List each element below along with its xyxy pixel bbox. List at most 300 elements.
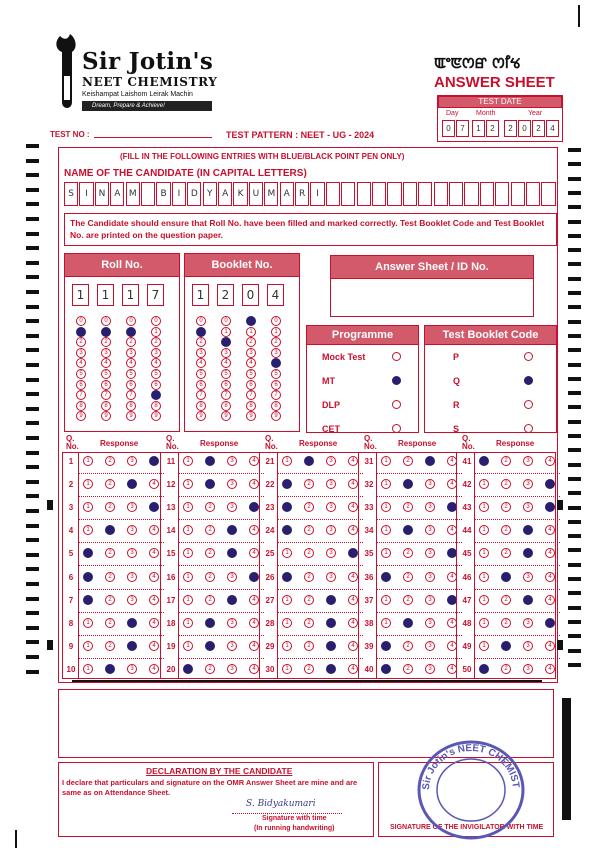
digit-box[interactable]: 2 xyxy=(217,284,234,306)
answer-bubble[interactable] xyxy=(403,618,413,628)
answer-bubble[interactable]: 3 xyxy=(425,664,435,674)
digit-bubble[interactable]: 8 xyxy=(151,401,161,411)
answer-bubble[interactable]: 2 xyxy=(205,548,215,558)
answer-bubble[interactable]: 3 xyxy=(425,479,435,489)
digit-bubble[interactable]: 5 xyxy=(271,369,281,379)
answer-bubble[interactable]: 2 xyxy=(304,595,314,605)
answer-bubble[interactable]: 3 xyxy=(523,502,533,512)
name-char-cell[interactable] xyxy=(341,182,355,206)
name-char-cell[interactable]: I xyxy=(79,182,93,206)
digit-bubble[interactable]: 9 xyxy=(246,411,256,421)
option-bubble[interactable] xyxy=(524,376,533,385)
answer-bubble[interactable]: 1 xyxy=(183,572,193,582)
date-cell[interactable]: 1 xyxy=(472,120,485,137)
option-bubble[interactable] xyxy=(392,352,401,361)
option-bubble[interactable] xyxy=(524,424,533,433)
answer-bubble[interactable]: 1 xyxy=(83,479,93,489)
option-bubble[interactable] xyxy=(392,376,401,385)
answer-bubble[interactable]: 4 xyxy=(149,525,159,535)
name-char-cell[interactable]: K xyxy=(233,182,247,206)
answer-bubble[interactable]: 4 xyxy=(545,572,555,582)
answer-bubble[interactable]: 2 xyxy=(501,479,511,489)
name-char-cell[interactable]: A xyxy=(280,182,294,206)
digit-bubble[interactable] xyxy=(126,327,136,337)
answer-bubble[interactable] xyxy=(249,572,259,582)
answer-bubble[interactable]: 4 xyxy=(149,641,159,651)
answer-bubble[interactable]: 1 xyxy=(381,595,391,605)
name-char-cell[interactable] xyxy=(403,182,417,206)
digit-bubble[interactable]: 0 xyxy=(126,316,136,326)
answer-bubble[interactable] xyxy=(326,664,336,674)
answer-bubble[interactable] xyxy=(545,618,555,628)
answer-bubble[interactable]: 2 xyxy=(501,664,511,674)
answer-bubble[interactable]: 1 xyxy=(479,479,489,489)
option-bubble[interactable] xyxy=(392,400,401,409)
answer-bubble[interactable]: 2 xyxy=(105,456,115,466)
answer-bubble[interactable] xyxy=(205,641,215,651)
digit-bubble[interactable]: 5 xyxy=(76,369,86,379)
answer-bubble[interactable]: 3 xyxy=(425,525,435,535)
answer-bubble[interactable] xyxy=(501,572,511,582)
name-char-cell[interactable]: A xyxy=(110,182,124,206)
answer-bubble[interactable]: 1 xyxy=(282,548,292,558)
digit-bubble[interactable]: 5 xyxy=(101,369,111,379)
answer-bubble[interactable]: 3 xyxy=(227,618,237,628)
digit-bubble[interactable]: 7 xyxy=(271,390,281,400)
option-bubble[interactable] xyxy=(524,352,533,361)
name-char-cell[interactable]: N xyxy=(95,182,109,206)
answer-bubble[interactable]: 1 xyxy=(83,664,93,674)
digit-bubble[interactable]: 5 xyxy=(126,369,136,379)
answer-bubble[interactable]: 4 xyxy=(249,479,259,489)
answer-bubble[interactable]: 4 xyxy=(447,525,457,535)
digit-bubble[interactable]: 9 xyxy=(271,411,281,421)
answer-bubble[interactable]: 3 xyxy=(425,548,435,558)
answer-bubble[interactable]: 3 xyxy=(227,572,237,582)
answer-bubble[interactable]: 3 xyxy=(127,572,137,582)
digit-bubble[interactable]: 9 xyxy=(196,411,206,421)
answer-bubble[interactable]: 4 xyxy=(348,502,358,512)
answer-bubble[interactable]: 3 xyxy=(425,641,435,651)
name-char-cell[interactable]: D xyxy=(187,182,201,206)
digit-bubble[interactable]: 0 xyxy=(101,316,111,326)
answer-bubble[interactable]: 3 xyxy=(326,479,336,489)
digit-bubble[interactable]: 9 xyxy=(151,411,161,421)
name-char-cell[interactable]: A xyxy=(218,182,232,206)
name-char-cell[interactable]: R xyxy=(295,182,309,206)
answer-bubble[interactable]: 1 xyxy=(479,572,489,582)
answer-bubble[interactable]: 3 xyxy=(127,502,137,512)
digit-bubble[interactable]: 6 xyxy=(221,380,231,390)
digit-bubble[interactable]: 7 xyxy=(246,390,256,400)
digit-bubble[interactable]: 7 xyxy=(76,390,86,400)
answer-bubble[interactable]: 2 xyxy=(205,502,215,512)
digit-bubble[interactable]: 4 xyxy=(151,358,161,368)
digit-box[interactable]: 0 xyxy=(242,284,259,306)
answer-bubble[interactable]: 2 xyxy=(304,502,314,512)
answer-bubble[interactable] xyxy=(381,572,391,582)
answer-bubble[interactable] xyxy=(205,618,215,628)
answer-bubble[interactable]: 2 xyxy=(105,572,115,582)
name-char-cell[interactable] xyxy=(141,182,155,206)
answer-bubble[interactable] xyxy=(183,664,193,674)
digit-box[interactable]: 1 xyxy=(122,284,139,306)
answer-bubble[interactable]: 4 xyxy=(545,641,555,651)
answer-bubble[interactable]: 3 xyxy=(326,502,336,512)
answer-bubble[interactable]: 2 xyxy=(105,548,115,558)
answer-bubble[interactable]: 3 xyxy=(326,548,336,558)
answer-bubble[interactable]: 4 xyxy=(348,641,358,651)
answer-bubble[interactable]: 2 xyxy=(105,502,115,512)
digit-bubble[interactable]: 2 xyxy=(271,337,281,347)
digit-bubble[interactable] xyxy=(76,327,86,337)
digit-bubble[interactable]: 4 xyxy=(101,358,111,368)
answer-bubble[interactable] xyxy=(127,618,137,628)
digit-bubble[interactable]: 4 xyxy=(126,358,136,368)
answer-bubble[interactable]: 4 xyxy=(149,479,159,489)
answer-bubble[interactable]: 1 xyxy=(381,525,391,535)
answer-bubble[interactable]: 4 xyxy=(149,618,159,628)
digit-bubble[interactable]: 4 xyxy=(221,358,231,368)
digit-bubble[interactable]: 2 xyxy=(246,337,256,347)
answer-bubble[interactable]: 1 xyxy=(479,502,489,512)
date-cell[interactable]: 2 xyxy=(504,120,517,137)
answer-bubble[interactable]: 1 xyxy=(183,502,193,512)
answer-bubble[interactable]: 1 xyxy=(282,618,292,628)
answer-bubble[interactable]: 3 xyxy=(227,502,237,512)
digit-bubble[interactable]: 0 xyxy=(151,316,161,326)
digit-bubble[interactable]: 3 xyxy=(271,348,281,358)
answer-bubble[interactable]: 2 xyxy=(105,641,115,651)
answer-bubble[interactable]: 1 xyxy=(479,618,489,628)
digit-bubble[interactable]: 6 xyxy=(196,380,206,390)
digit-bubble[interactable]: 2 xyxy=(151,337,161,347)
answer-bubble[interactable] xyxy=(501,641,511,651)
date-cell[interactable]: 2 xyxy=(486,120,499,137)
digit-bubble[interactable]: 4 xyxy=(246,358,256,368)
name-char-cell[interactable] xyxy=(372,182,386,206)
digit-bubble[interactable]: 0 xyxy=(76,316,86,326)
digit-bubble[interactable]: 8 xyxy=(196,401,206,411)
answer-bubble[interactable]: 3 xyxy=(326,525,336,535)
digit-bubble[interactable]: 8 xyxy=(76,401,86,411)
digit-bubble[interactable]: 0 xyxy=(271,316,281,326)
answer-bubble[interactable]: 1 xyxy=(381,502,391,512)
answer-bubble[interactable] xyxy=(83,572,93,582)
answer-bubble[interactable]: 3 xyxy=(425,502,435,512)
answer-bubble[interactable]: 3 xyxy=(227,641,237,651)
digit-bubble[interactable]: 0 xyxy=(221,316,231,326)
name-char-cell[interactable] xyxy=(541,182,555,206)
answer-bubble[interactable]: 1 xyxy=(183,618,193,628)
answer-bubble[interactable]: 2 xyxy=(304,525,314,535)
name-char-cell[interactable] xyxy=(480,182,494,206)
name-char-cell[interactable] xyxy=(387,182,401,206)
digit-bubble[interactable]: 9 xyxy=(221,411,231,421)
answer-bubble[interactable]: 2 xyxy=(403,548,413,558)
name-char-cell[interactable]: B xyxy=(156,182,170,206)
answer-bubble[interactable] xyxy=(381,641,391,651)
answer-bubble[interactable]: 2 xyxy=(501,618,511,628)
answer-bubble[interactable]: 3 xyxy=(425,618,435,628)
answer-bubble[interactable]: 1 xyxy=(479,595,489,605)
digit-bubble[interactable]: 3 xyxy=(126,348,136,358)
digit-bubble[interactable]: 2 xyxy=(126,337,136,347)
digit-bubble[interactable]: 7 xyxy=(196,390,206,400)
answer-bubble[interactable]: 2 xyxy=(501,595,511,605)
answer-bubble[interactable]: 1 xyxy=(381,618,391,628)
answer-bubble[interactable]: 2 xyxy=(205,572,215,582)
digit-bubble[interactable]: 1 xyxy=(221,327,231,337)
name-char-cell[interactable] xyxy=(464,182,478,206)
digit-bubble[interactable]: 2 xyxy=(101,337,111,347)
answer-bubble[interactable]: 1 xyxy=(282,456,292,466)
answer-bubble[interactable]: 3 xyxy=(127,525,137,535)
digit-bubble[interactable]: 5 xyxy=(246,369,256,379)
answer-bubble[interactable]: 1 xyxy=(183,456,193,466)
answer-bubble[interactable]: 2 xyxy=(304,664,314,674)
answer-bubble[interactable]: 1 xyxy=(183,641,193,651)
name-char-cell[interactable] xyxy=(418,182,432,206)
answer-bubble[interactable]: 3 xyxy=(425,595,435,605)
digit-bubble[interactable]: 8 xyxy=(271,401,281,411)
name-char-cell[interactable]: I xyxy=(310,182,324,206)
answer-bubble[interactable]: 4 xyxy=(545,548,555,558)
answer-bubble[interactable]: 3 xyxy=(127,595,137,605)
name-char-cell[interactable] xyxy=(326,182,340,206)
digit-bubble[interactable]: 6 xyxy=(101,380,111,390)
answer-bubble[interactable]: 4 xyxy=(149,572,159,582)
digit-bubble[interactable]: 0 xyxy=(196,316,206,326)
answer-bubble[interactable]: 3 xyxy=(523,618,533,628)
digit-bubble[interactable]: 2 xyxy=(76,337,86,347)
answer-bubble[interactable]: 3 xyxy=(523,641,533,651)
answer-bubble[interactable]: 3 xyxy=(523,479,533,489)
digit-box[interactable]: 1 xyxy=(97,284,114,306)
answer-bubble[interactable] xyxy=(83,595,93,605)
digit-bubble[interactable]: 7 xyxy=(221,390,231,400)
answer-bubble[interactable]: 4 xyxy=(447,641,457,651)
answer-bubble[interactable]: 4 xyxy=(348,572,358,582)
digit-bubble[interactable]: 9 xyxy=(101,411,111,421)
answer-bubble[interactable] xyxy=(326,618,336,628)
answer-bubble[interactable]: 4 xyxy=(149,664,159,674)
option-bubble[interactable] xyxy=(392,424,401,433)
answer-bubble[interactable]: 2 xyxy=(205,664,215,674)
answer-bubble[interactable]: 2 xyxy=(205,525,215,535)
answer-bubble[interactable]: 3 xyxy=(127,456,137,466)
answer-bubble[interactable]: 3 xyxy=(227,456,237,466)
digit-bubble[interactable]: 6 xyxy=(76,380,86,390)
answer-bubble[interactable]: 1 xyxy=(83,525,93,535)
answer-bubble[interactable]: 1 xyxy=(282,664,292,674)
answer-bubble[interactable]: 2 xyxy=(403,456,413,466)
answer-bubble[interactable]: 3 xyxy=(227,479,237,489)
answer-bubble[interactable]: 3 xyxy=(326,572,336,582)
answer-bubble[interactable]: 3 xyxy=(523,456,533,466)
answer-bubble[interactable]: 2 xyxy=(403,572,413,582)
answer-bubble[interactable] xyxy=(381,664,391,674)
answer-bubble[interactable]: 4 xyxy=(447,456,457,466)
answer-bubble[interactable]: 4 xyxy=(545,456,555,466)
answer-bubble[interactable]: 4 xyxy=(545,664,555,674)
answer-bubble[interactable] xyxy=(523,595,533,605)
answer-bubble[interactable]: 3 xyxy=(127,548,137,558)
digit-box[interactable]: 1 xyxy=(192,284,209,306)
answer-bubble[interactable]: 4 xyxy=(348,456,358,466)
answer-bubble[interactable]: 2 xyxy=(105,479,115,489)
answer-bubble[interactable] xyxy=(479,456,489,466)
answer-bubble[interactable] xyxy=(304,456,314,466)
answer-bubble[interactable]: 4 xyxy=(348,664,358,674)
digit-bubble[interactable]: 7 xyxy=(101,390,111,400)
answer-bubble[interactable] xyxy=(425,456,435,466)
answer-bubble[interactable]: 1 xyxy=(479,548,489,558)
date-cell[interactable]: 0 xyxy=(442,120,455,137)
answer-bubble[interactable]: 4 xyxy=(348,479,358,489)
digit-bubble[interactable]: 3 xyxy=(151,348,161,358)
answer-bubble[interactable]: 4 xyxy=(249,456,259,466)
digit-bubble[interactable]: 8 xyxy=(126,401,136,411)
answer-bubble[interactable]: 4 xyxy=(447,664,457,674)
answer-bubble[interactable]: 1 xyxy=(479,525,489,535)
answer-bubble[interactable]: 2 xyxy=(501,456,511,466)
digit-bubble[interactable]: 3 xyxy=(76,348,86,358)
answer-bubble[interactable]: 4 xyxy=(545,525,555,535)
digit-bubble[interactable]: 5 xyxy=(151,369,161,379)
answer-bubble[interactable]: 2 xyxy=(205,595,215,605)
answer-bubble[interactable]: 2 xyxy=(304,618,314,628)
answer-bubble[interactable]: 2 xyxy=(304,548,314,558)
digit-bubble[interactable]: 5 xyxy=(196,369,206,379)
digit-bubble[interactable]: 4 xyxy=(196,358,206,368)
digit-bubble[interactable]: 3 xyxy=(246,348,256,358)
date-cell[interactable]: 7 xyxy=(456,120,469,137)
name-char-cell[interactable] xyxy=(434,182,448,206)
digit-bubble[interactable]: 1 xyxy=(151,327,161,337)
answer-bubble[interactable]: 4 xyxy=(249,641,259,651)
answer-bubble[interactable]: 3 xyxy=(523,572,533,582)
name-char-cell[interactable]: S xyxy=(64,182,78,206)
answer-bubble[interactable]: 3 xyxy=(523,664,533,674)
answer-bubble[interactable]: 1 xyxy=(282,641,292,651)
answer-bubble[interactable]: 2 xyxy=(105,618,115,628)
digit-box[interactable]: 1 xyxy=(72,284,89,306)
answer-bubble[interactable]: 4 xyxy=(447,479,457,489)
answer-bubble[interactable]: 3 xyxy=(425,572,435,582)
answer-bubble[interactable]: 1 xyxy=(381,456,391,466)
answer-bubble[interactable]: 4 xyxy=(447,618,457,628)
digit-bubble[interactable]: 8 xyxy=(101,401,111,411)
answer-bubble[interactable]: 2 xyxy=(304,572,314,582)
answer-bubble[interactable]: 4 xyxy=(249,595,259,605)
answer-bubble[interactable] xyxy=(105,664,115,674)
answer-bubble[interactable] xyxy=(282,572,292,582)
digit-bubble[interactable]: 2 xyxy=(196,337,206,347)
answer-bubble[interactable]: 4 xyxy=(348,595,358,605)
name-char-cell[interactable] xyxy=(511,182,525,206)
answer-bubble[interactable] xyxy=(326,595,336,605)
digit-bubble[interactable]: 4 xyxy=(76,358,86,368)
option-bubble[interactable] xyxy=(524,400,533,409)
answer-bubble[interactable]: 1 xyxy=(183,525,193,535)
digit-bubble[interactable]: 9 xyxy=(126,411,136,421)
answer-bubble[interactable] xyxy=(205,456,215,466)
answer-bubble[interactable]: 2 xyxy=(403,664,413,674)
name-char-cell[interactable] xyxy=(495,182,509,206)
answer-bubble[interactable]: 2 xyxy=(501,525,511,535)
digit-bubble[interactable]: 3 xyxy=(221,348,231,358)
answer-bubble[interactable]: 2 xyxy=(403,502,413,512)
digit-box[interactable]: 4 xyxy=(267,284,284,306)
date-cell[interactable]: 4 xyxy=(546,120,559,137)
answer-bubble[interactable] xyxy=(149,456,159,466)
answer-bubble[interactable]: 1 xyxy=(183,548,193,558)
answer-bubble[interactable]: 1 xyxy=(83,502,93,512)
answer-bubble[interactable]: 4 xyxy=(249,618,259,628)
answer-bubble[interactable]: 4 xyxy=(249,664,259,674)
name-char-cell[interactable] xyxy=(449,182,463,206)
digit-bubble[interactable] xyxy=(246,316,256,326)
answer-bubble[interactable]: 3 xyxy=(127,664,137,674)
date-cell[interactable]: 0 xyxy=(518,120,531,137)
answer-bubble[interactable]: 1 xyxy=(83,456,93,466)
answer-bubble[interactable]: 1 xyxy=(183,479,193,489)
answer-bubble[interactable]: 2 xyxy=(105,595,115,605)
answer-bubble[interactable]: 3 xyxy=(326,456,336,466)
answer-bubble[interactable]: 4 xyxy=(149,548,159,558)
answer-bubble[interactable]: 1 xyxy=(183,595,193,605)
answer-bubble[interactable]: 1 xyxy=(381,548,391,558)
digit-bubble[interactable]: 9 xyxy=(76,411,86,421)
name-char-cell[interactable]: M xyxy=(264,182,278,206)
digit-bubble[interactable] xyxy=(101,327,111,337)
digit-box[interactable]: 7 xyxy=(147,284,164,306)
digit-bubble[interactable]: 3 xyxy=(101,348,111,358)
answer-bubble[interactable] xyxy=(479,664,489,674)
answer-bubble[interactable]: 1 xyxy=(479,641,489,651)
answer-bubble[interactable]: 4 xyxy=(447,572,457,582)
answer-bubble[interactable]: 1 xyxy=(282,595,292,605)
answer-bubble[interactable]: 2 xyxy=(501,548,511,558)
digit-bubble[interactable]: 6 xyxy=(271,380,281,390)
answer-bubble[interactable]: 1 xyxy=(83,641,93,651)
answer-bubble[interactable]: 4 xyxy=(348,525,358,535)
digit-bubble[interactable]: 7 xyxy=(126,390,136,400)
name-char-cell[interactable]: I xyxy=(172,182,186,206)
answer-bubble[interactable]: 2 xyxy=(304,641,314,651)
digit-bubble[interactable] xyxy=(196,327,206,337)
digit-bubble[interactable]: 8 xyxy=(246,401,256,411)
test-no-line[interactable] xyxy=(94,137,212,138)
name-char-cell[interactable]: U xyxy=(249,182,263,206)
digit-bubble[interactable]: 6 xyxy=(151,380,161,390)
answer-bubble[interactable]: 4 xyxy=(149,595,159,605)
answer-bubble[interactable]: 2 xyxy=(304,479,314,489)
answer-bubble[interactable]: 4 xyxy=(249,548,259,558)
digit-bubble[interactable]: 5 xyxy=(221,369,231,379)
digit-bubble[interactable]: 1 xyxy=(271,327,281,337)
answer-bubble[interactable] xyxy=(326,641,336,651)
answer-bubble[interactable]: 2 xyxy=(501,502,511,512)
answer-bubble[interactable]: 2 xyxy=(403,641,413,651)
answer-bubble[interactable] xyxy=(127,641,137,651)
digit-bubble[interactable]: 6 xyxy=(126,380,136,390)
name-char-cell[interactable]: Y xyxy=(203,182,217,206)
answer-bubble[interactable]: 2 xyxy=(403,595,413,605)
answer-bubble[interactable]: 1 xyxy=(381,479,391,489)
answer-bubble[interactable] xyxy=(227,595,237,605)
